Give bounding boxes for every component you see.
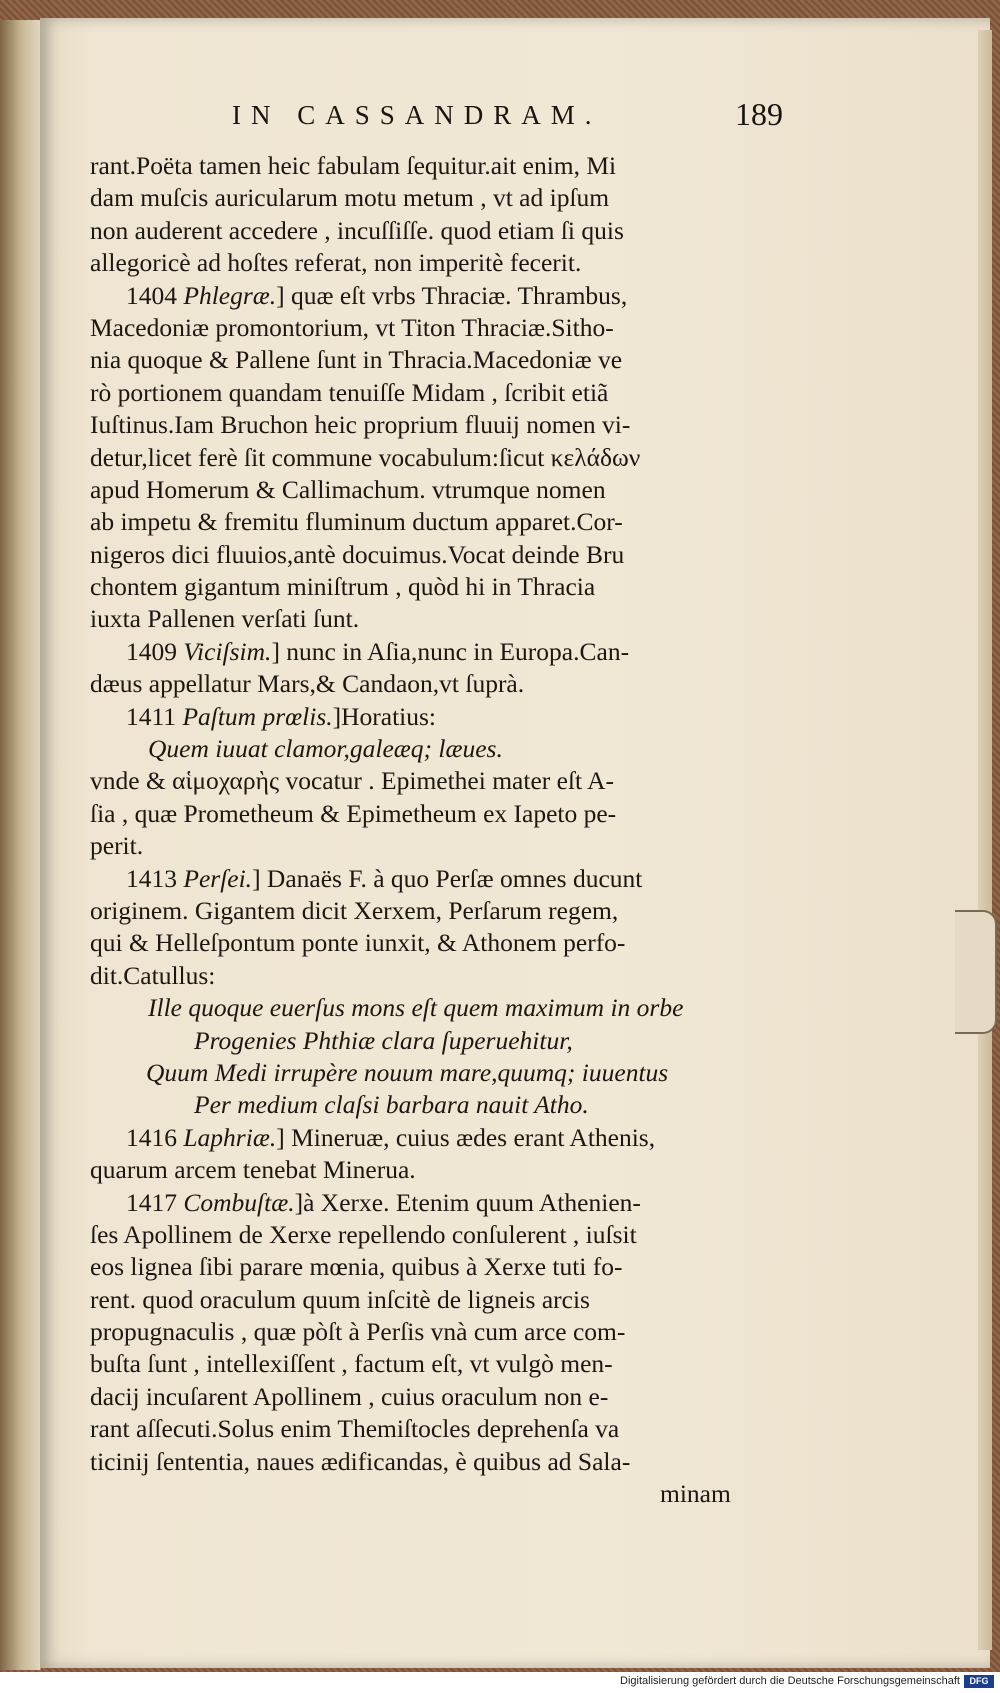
lemma-line [90, 701, 770, 733]
lemma-line [90, 1122, 770, 1154]
text-line: ſes Apollinem de Xerxe repellendo conſulerent , iuſsit [90, 1219, 637, 1249]
text-line: dam muſcis auricularum motu metum , vt ad ipſum [90, 183, 610, 213]
lemma-line [90, 1187, 770, 1219]
commentary-text: ] nunc in Aſia,nunc in Europa.Can- [271, 636, 630, 666]
text-line: Macedoniæ promontorium, vt Titon Thraciæ.Sitho- [90, 312, 614, 342]
text-line: perit. [90, 831, 144, 861]
lemma: Combuſtæ. [183, 1187, 295, 1217]
text-line: vnde & αἱμοχαρὴς vocatur . Epimethei mater eſt A- [90, 766, 614, 796]
text-line: dæus appellatur Mars,& Candaon,vt ſuprà. [90, 669, 525, 699]
text-line: quarum arcem tenebat Minerua. [90, 1155, 416, 1185]
text-line: iuxta Pallenen verſati ſunt. [90, 604, 360, 634]
verse-quote: Progenies Phthiæ clara ſuperuehitur, [194, 1025, 573, 1055]
text-line: ab impetu & fremitu fluminum ductum apparet.Cor- [90, 507, 623, 537]
text-line: apud Homerum & Callimachum. vtrumque nomen [90, 474, 606, 504]
text-line: eos lignea ſibi parare mœnia, quibus à Xerxe tuti fo- [90, 1252, 623, 1282]
commentary-text: ] Danaës F. à quo Perſæ omnes ducunt [252, 863, 643, 893]
text-line: originem. Gigantem dicit Xerxem, Perſarum regem, [90, 895, 619, 925]
verse-quote: Per medium claſsi barbara nauit Atho. [194, 1090, 589, 1120]
line-number: 1404 [126, 280, 177, 310]
text-line: detur,licet ferè ſit commune vocabulum:ſicut κελάδων [90, 442, 641, 472]
lemma: Viciſsim. [183, 636, 272, 666]
lemma-line [90, 280, 770, 312]
text-line: qui & Helleſpontum ponte iunxit, & Athonem perfo- [90, 928, 626, 958]
line-number: 1409 [126, 636, 177, 666]
text-line: buſta ſunt , intellexiſſent , factum eſt, vt vulgò men- [90, 1349, 613, 1379]
line-number: 1411 [126, 701, 177, 731]
lemma: Phlegræ. [183, 280, 277, 310]
line-number: 1413 [126, 863, 177, 893]
verse-quote: Quem iuuat clamor,galeæq; læues. [148, 734, 503, 764]
text-line: rent. quod oraculum quum inſcitè de ligneis arcis [90, 1284, 590, 1314]
lemma: Laphriæ. [183, 1122, 277, 1152]
page-number: 189 [735, 96, 783, 132]
text-line: ſia , quæ Prometheum & Epimetheum ex Iapeto pe- [90, 798, 617, 828]
text-line: rant aſſecuti.Solus enim Themiſtocles deprehenſa va [90, 1414, 620, 1444]
text-line: rant.Poëta tamen heic fabulam ſequitur.ait enim, Mi [90, 151, 617, 180]
commentary-text: ] Mineruæ, cuius ædes erant Athenis, [276, 1122, 656, 1152]
lemma-line [90, 863, 770, 895]
funding-credit: Digitalisierung gefördert durch die Deutsche Forschungsgemeinschaft [620, 1675, 960, 1687]
text-line: ticinij ſententia, naues ædificandas, è quibus ad Sala- [90, 1446, 631, 1476]
commentary-text: ]à Xerxe. Etenim quum Athenien- [294, 1187, 641, 1217]
lemma-line [90, 636, 770, 668]
clip-tab [955, 910, 997, 1034]
catchword: minam [660, 1479, 731, 1509]
verse-quote: Ille quoque euerſus mons eſt quem maximum in orbe [148, 993, 684, 1023]
text-line: Iuſtinus.Iam Bruchon heic proprium fluuij nomen vi- [90, 410, 631, 440]
text-line: rò portionem quandam tenuiſſe Midam , ſcribit etiã [90, 377, 609, 407]
text-line: allegoricè ad hoſtes referat, non imperitè fecerit. [90, 248, 582, 278]
facing-page-spine [0, 20, 41, 1670]
text-line: dacij incuſarent Apollinem , cuius oraculum non e- [90, 1381, 609, 1411]
text-line: nia quoque & Pallene ſunt in Thracia.Macedoniæ ve [90, 345, 623, 375]
page-body [90, 150, 770, 1510]
commentary-text: ] quæ eſt vrbs Thraciæ. Thrambus, [276, 280, 628, 310]
commentary-text: ]Horatius: [332, 701, 437, 731]
lemma: Perſei. [183, 863, 253, 893]
text-line: propugnaculis , quæ pòſt à Perſis vnà cum arce com- [90, 1317, 626, 1347]
text-line: dit.Catullus: [90, 960, 216, 990]
page-edge [978, 30, 992, 1650]
line-number: 1417 [126, 1187, 177, 1217]
dfg-logo: DFG [964, 1675, 994, 1688]
text-line: non auderent accedere , incuſſiſſe. quod etiam ſi quis [90, 215, 624, 245]
line-number: 1416 [126, 1122, 177, 1152]
text-line: nigeros dici fluuios,antè docuimus.Vocat deinde Bru [90, 539, 625, 569]
lemma: Paſtum prœlis. [182, 701, 333, 731]
verse-quote: Quum Medi irrupère nouum mare,quumq; iuuentus [146, 1057, 669, 1087]
running-title: IN CASSANDRAM. [232, 100, 602, 130]
text-line: chontem gigantum miniſtrum , quòd hi in Thracia [90, 572, 596, 602]
